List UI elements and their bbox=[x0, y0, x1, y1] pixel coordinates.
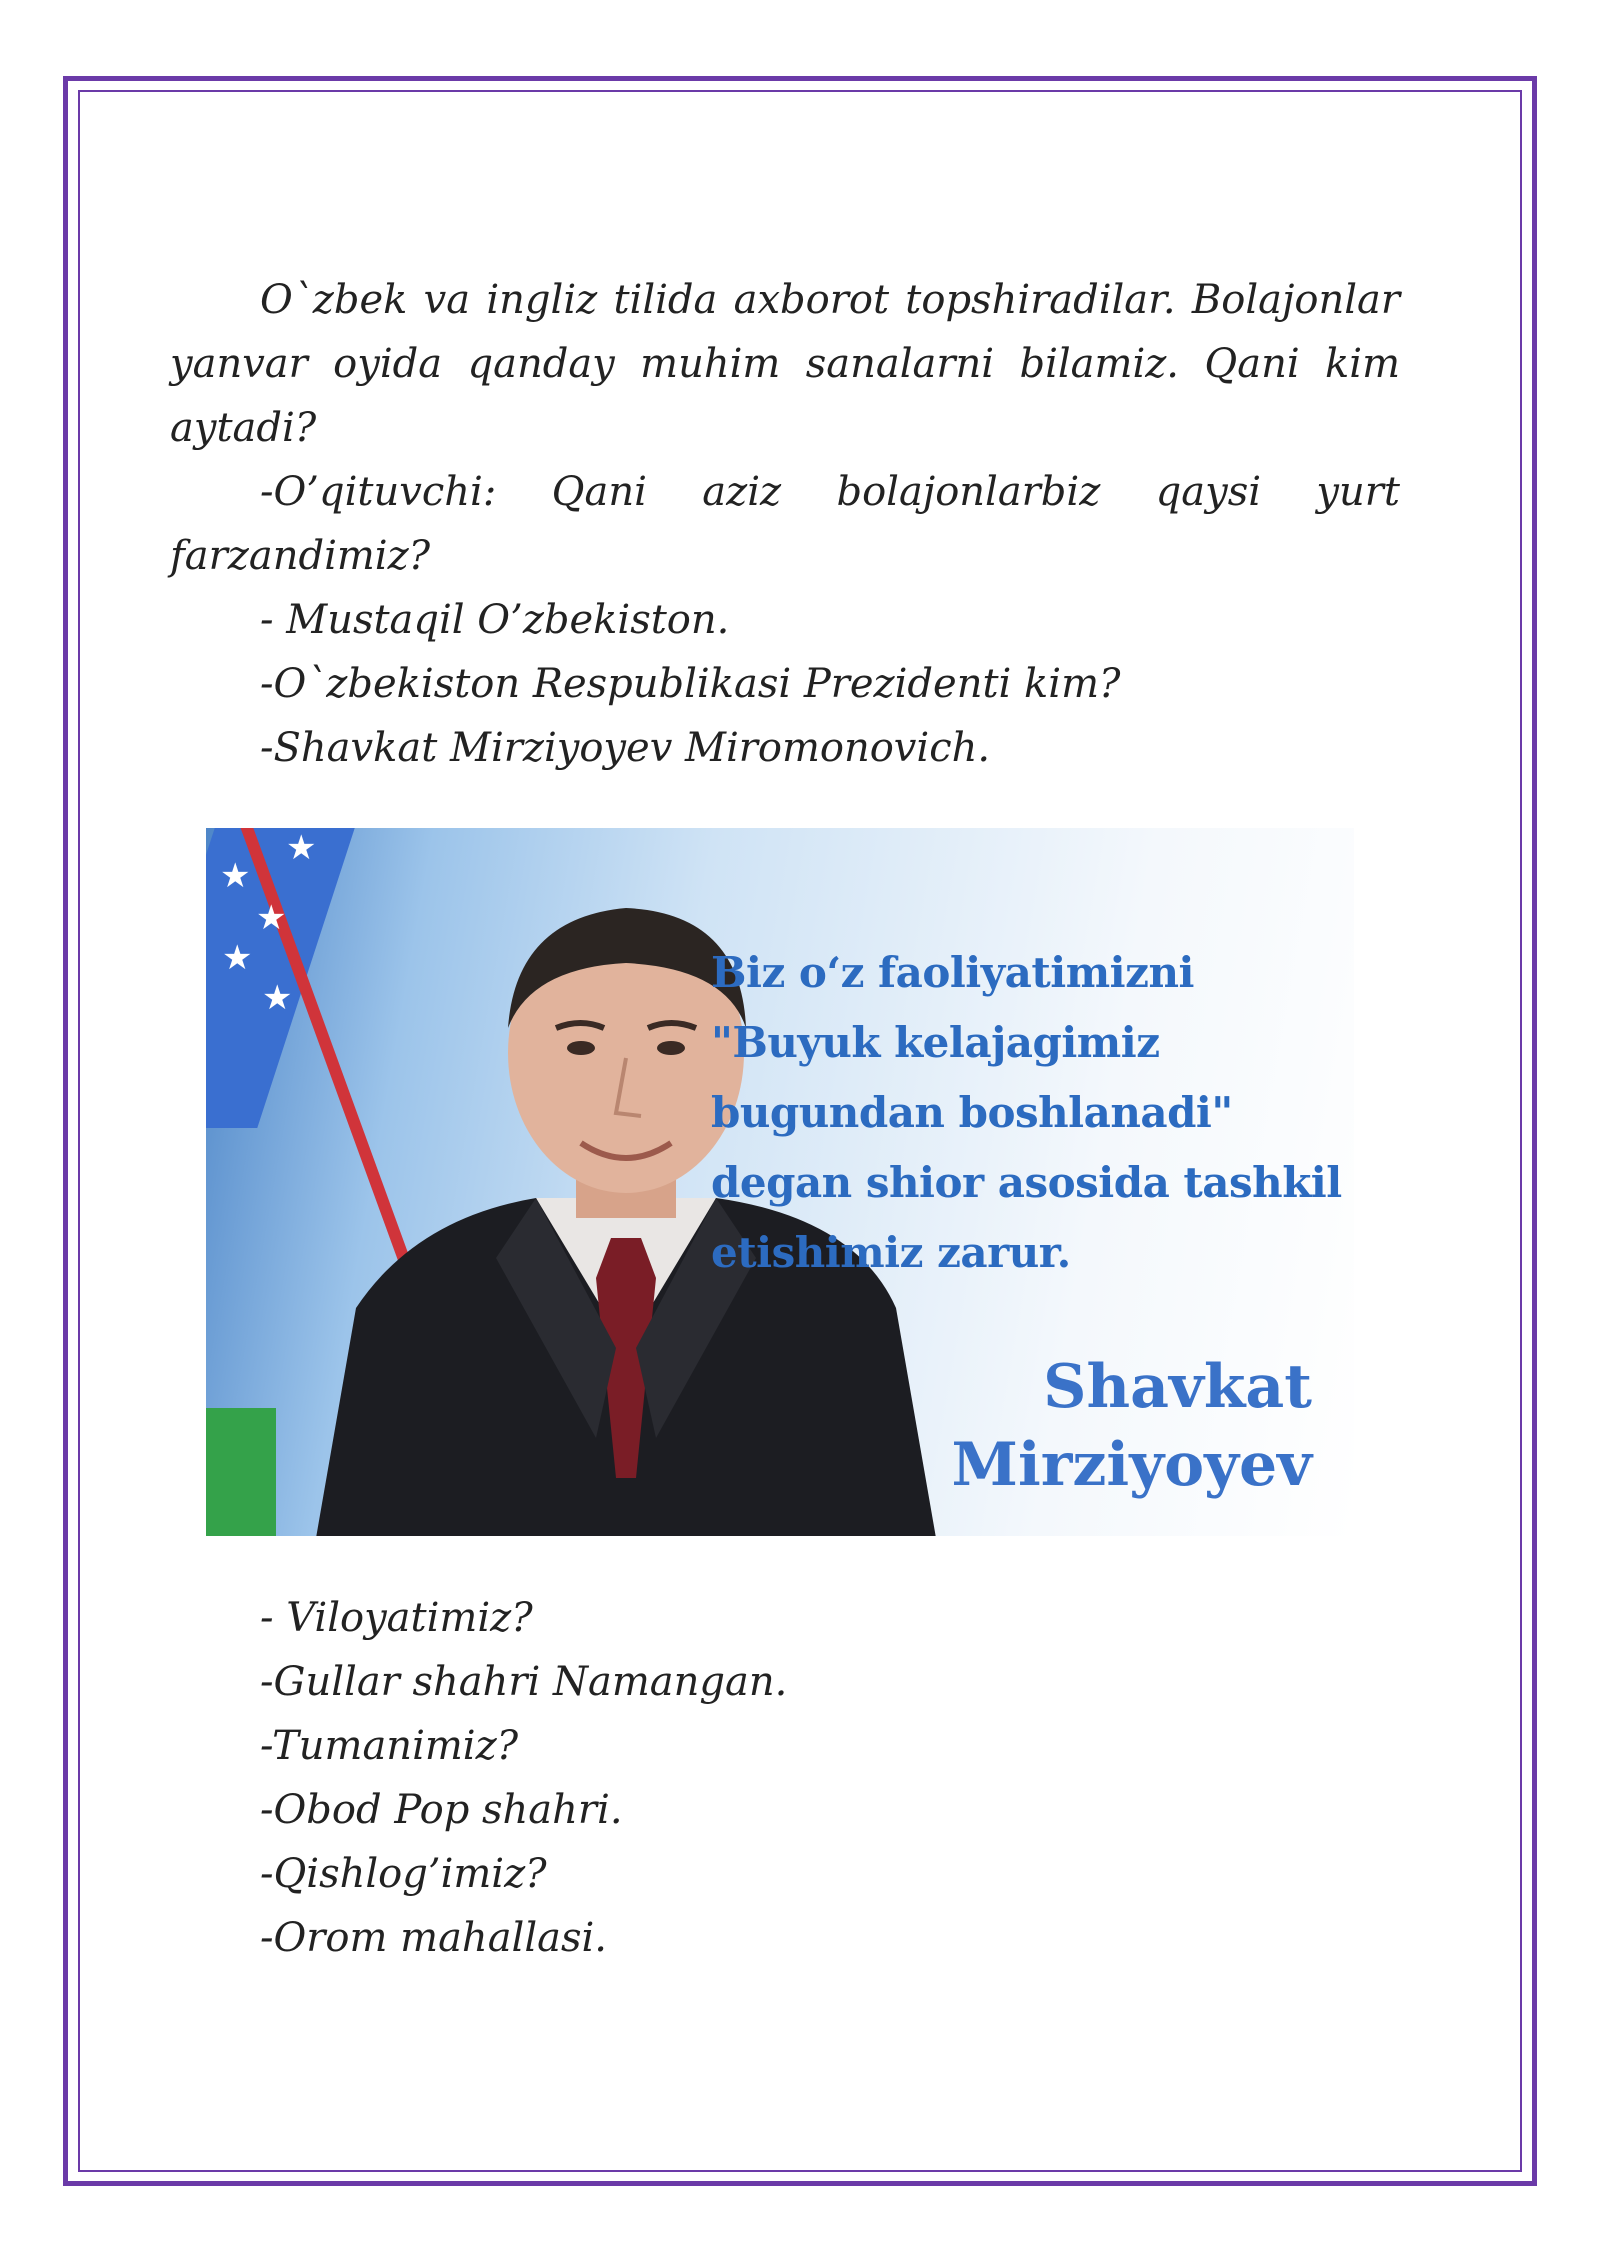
dialogue-top bbox=[170, 268, 1400, 780]
dialogue-line: -Orom mahallasi. bbox=[260, 1915, 608, 1961]
dialogue-line: -Gullar shahri Namangan. bbox=[260, 1659, 788, 1705]
flag-green-band bbox=[206, 1408, 276, 1536]
president-quote-image bbox=[206, 828, 1354, 1536]
flag-star-icon: ★ bbox=[262, 978, 293, 1018]
signature-last-name: Mirziyoyev bbox=[951, 1430, 1312, 1500]
flag-star-icon: ★ bbox=[220, 856, 251, 896]
dialogue-line: - Mustaqil O’zbekiston. bbox=[260, 597, 730, 643]
flag-star-icon: ★ bbox=[286, 828, 317, 868]
dialogue-line: -Shavkat Mirziyoyev Miromonovich. bbox=[260, 725, 991, 771]
dialogue-bottom bbox=[170, 1586, 1400, 1970]
dialogue-line: - Viloyatimiz? bbox=[260, 1595, 533, 1641]
signature-first-name: Shavkat bbox=[1043, 1352, 1312, 1422]
flag-star-icon: ★ bbox=[222, 938, 253, 978]
teacher-question: -O’qituvchi: Qani aziz bolajonlarbiz qaysi yurt farzandimiz? bbox=[170, 469, 1400, 579]
quote-text: Biz o‘z faoliyatimizni "Buyuk kelajagimiz bugundan boshlanadi" degan shior asosida tashkil etishimiz zarur. bbox=[711, 948, 1342, 1277]
flag-star-icon: ★ bbox=[256, 898, 287, 938]
dialogue-line: -O`zbekiston Respublikasi Prezidenti kim? bbox=[260, 661, 1121, 707]
dialogue-line: -Tumanimiz? bbox=[260, 1723, 519, 1769]
quote-signature bbox=[952, 1348, 1312, 1504]
dialogue-line: -Qishlog’imiz? bbox=[260, 1851, 547, 1897]
dialogue-line: -Obod Pop shahri. bbox=[260, 1787, 623, 1833]
intro-paragraph: O`zbek va ingliz tilida axborot topshiradilar. Bolajonlar yanvar oyida qanday muhim sanalarni bilamiz. Qani kim aytadi? bbox=[170, 277, 1400, 451]
